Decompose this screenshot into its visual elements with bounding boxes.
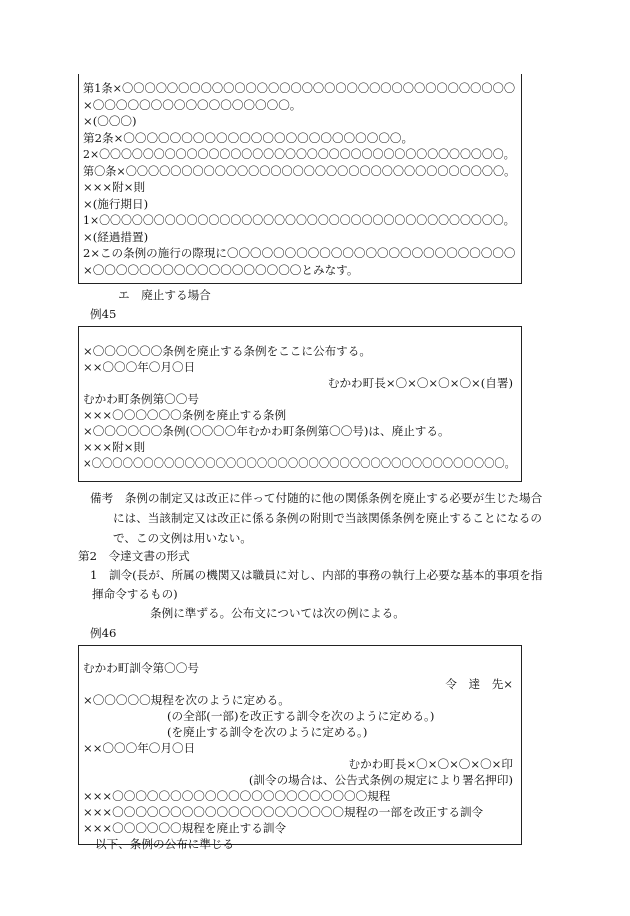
- mayor-seal: むかわ町長×〇×〇×〇×〇×印: [348, 757, 513, 771]
- article-line: ×××附×則: [83, 180, 146, 194]
- directive-number: むかわ町訓令第〇〇号: [83, 661, 199, 675]
- article-line: 第〇条×〇〇〇〇〇〇〇〇〇〇〇〇〇〇〇〇〇〇〇〇〇〇〇〇〇〇〇〇〇〇〇〇〇〇。: [83, 163, 516, 178]
- example-box-articles: [78, 74, 522, 284]
- note-line-1: 備考 条例の制定又は改正に伴って付随的に他の関係条例を廃止する必要が生じた場合: [90, 491, 543, 505]
- article-line: ×〇〇〇〇〇〇〇〇〇〇〇〇〇〇〇〇〇。: [83, 97, 302, 112]
- example-box-46: [78, 645, 522, 851]
- note-line-2: には、当該制定又は改正に係る条例の附則で当該関係条例を廃止することになるの: [113, 511, 542, 525]
- promulgation-text: ×〇〇〇〇〇〇条例を廃止する条例をここに公布する。: [83, 344, 371, 358]
- directive-alt-amend: (の全部(一部)を改正する訓令を次のように定める。): [167, 709, 435, 723]
- mayor-signature: むかわ町長×〇×〇×〇×〇×(自署): [327, 376, 513, 390]
- article-line: ×〇〇〇〇〇〇〇〇〇〇〇〇〇〇〇〇〇〇とみなす。: [83, 262, 359, 277]
- item-1-line-2: 揮命令するもの): [92, 587, 178, 601]
- section-2-heading: 第2 令達文書の形式: [78, 549, 190, 563]
- article-line: ×(経過措置): [83, 229, 149, 244]
- article-line: 2×この条例の施行の際現に〇〇〇〇〇〇〇〇〇〇〇〇〇〇〇〇〇〇〇〇〇〇〇〇〇: [83, 246, 516, 260]
- example-box-45: [78, 326, 522, 482]
- directive-alt-abolish: (を廃止する訓令を次のように定める。): [167, 725, 368, 739]
- article-line: 2×〇〇〇〇〇〇〇〇〇〇〇〇〇〇〇〇〇〇〇〇〇〇〇〇〇〇〇〇〇〇〇〇〇〇〇〇〇。: [83, 147, 515, 161]
- item-1-line-3: 条例に準ずる。公布文については次の例による。: [150, 606, 405, 620]
- directive-date: ××〇〇〇年〇月〇日: [83, 741, 196, 755]
- item-1-line-1: 1 訓令(長が、所属の機関又は職員に対し、内部的事務の執行上必要な基本的事項を指: [90, 568, 543, 582]
- article-line: 1×〇〇〇〇〇〇〇〇〇〇〇〇〇〇〇〇〇〇〇〇〇〇〇〇〇〇〇〇〇〇〇〇〇〇〇〇〇。: [83, 213, 515, 227]
- example-46-label: 例46: [90, 626, 117, 640]
- rule-amend-title: ×××〇〇〇〇〇〇〇〇〇〇〇〇〇〇〇〇〇〇〇〇規程の一部を改正する訓令: [83, 805, 484, 819]
- directive-text: ×〇〇〇〇〇規程を次のように定める。: [83, 693, 290, 707]
- article-line: 第1条×〇〇〇〇〇〇〇〇〇〇〇〇〇〇〇〇〇〇〇〇〇〇〇〇〇〇〇〇〇〇〇〇〇〇〇: [83, 81, 516, 95]
- note-line-3: で、この文例は用いない。: [113, 531, 252, 545]
- promulgation-date: ××〇〇〇年〇月〇日: [83, 360, 196, 374]
- article-line: ×(施行期日): [83, 196, 149, 211]
- heading-abolition: エ 廃止する場合: [118, 288, 211, 302]
- example-45-label: 例45: [90, 307, 117, 321]
- article-line: 第2条×〇〇〇〇〇〇〇〇〇〇〇〇〇〇〇〇〇〇〇〇〇〇〇〇。: [83, 130, 414, 145]
- closing-note: 以下、条例の公布に準じる: [95, 837, 235, 851]
- supplementary-text: ×〇〇〇〇〇〇〇〇〇〇〇〇〇〇〇〇〇〇〇〇〇〇〇〇〇〇〇〇〇〇〇〇〇〇〇〇〇〇〇〇。: [83, 456, 516, 470]
- supplementary-heading: ×××附×則: [83, 440, 146, 454]
- seal-note: (訓令の場合は、公告式条例の規定により署名押印): [248, 773, 513, 787]
- ordinance-number: むかわ町条例第〇〇号: [83, 392, 199, 406]
- ordinance-title: ×××〇〇〇〇〇〇条例を廃止する条例: [83, 408, 287, 422]
- article-line: ×(〇〇〇): [83, 114, 137, 128]
- rule-abolish-title: ×××〇〇〇〇〇〇規程を廃止する訓令: [83, 821, 287, 835]
- addressee: 令 達 先×: [445, 677, 513, 691]
- ordinance-body: ×〇〇〇〇〇〇条例(〇〇〇〇年むかわ町条例第〇〇号)は、廃止する。: [83, 424, 450, 438]
- rule-title: ×××〇〇〇〇〇〇〇〇〇〇〇〇〇〇〇〇〇〇〇〇〇〇規程: [83, 789, 391, 803]
